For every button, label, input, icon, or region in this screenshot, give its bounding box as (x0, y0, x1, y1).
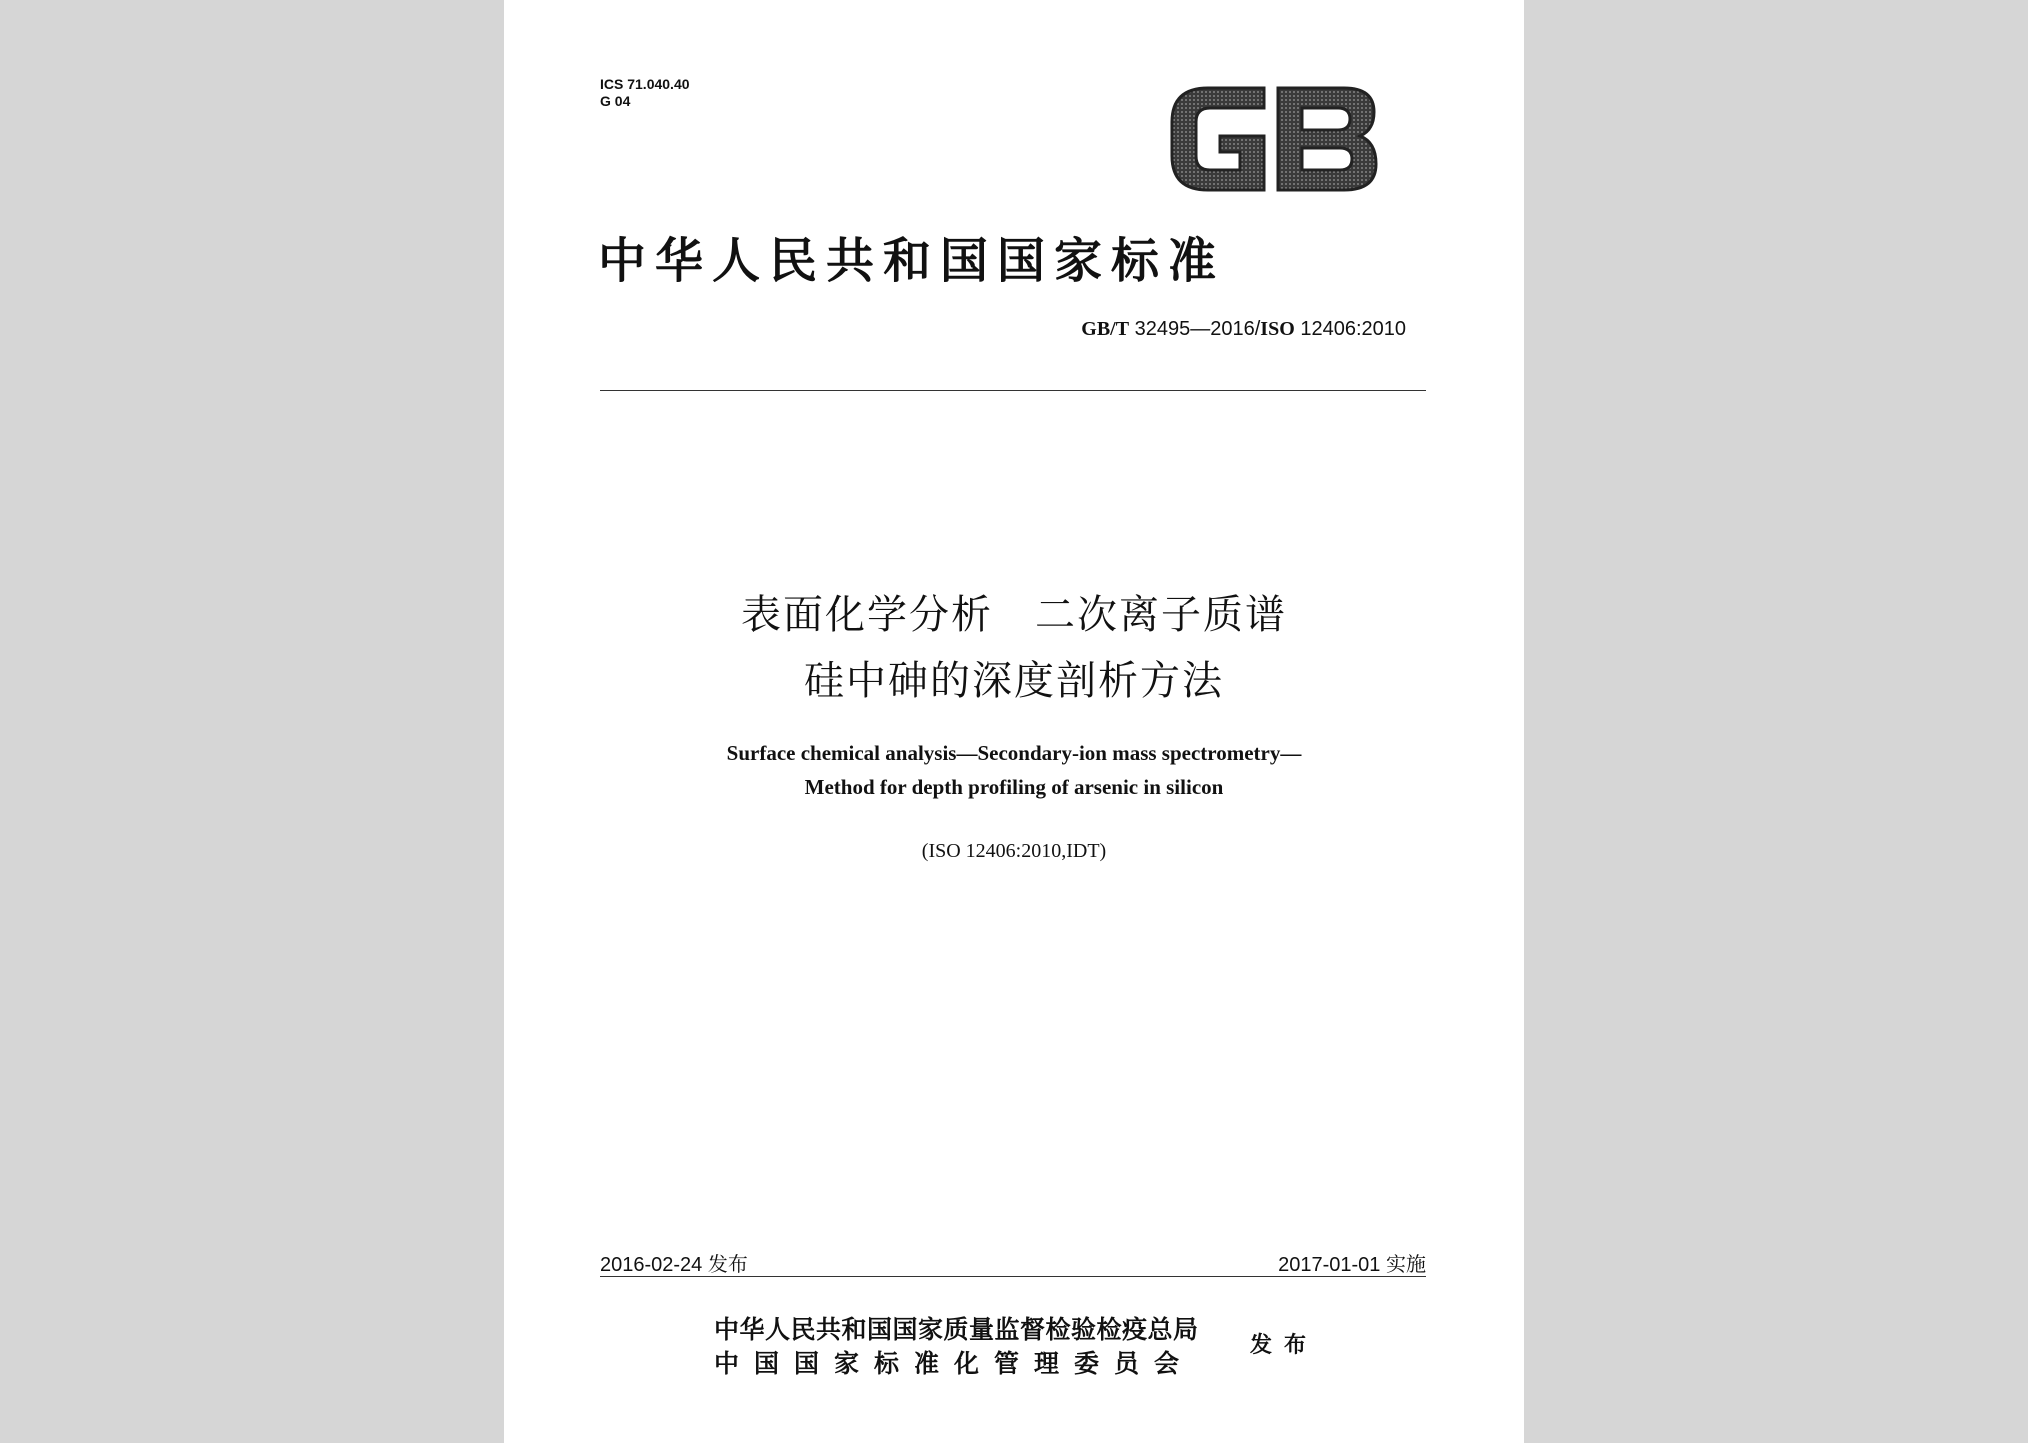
logo-text: GB (1168, 86, 1170, 87)
english-title (504, 736, 1524, 804)
ics-code: ICS 71.040.40 (600, 76, 690, 92)
chinese-title-line-1: 表面化学分析 二次离子质谱 (741, 592, 1287, 638)
header-divider (600, 390, 1426, 391)
footer-divider (600, 1276, 1426, 1277)
cover-page (504, 0, 1524, 1443)
iso-prefix: ISO (1260, 318, 1295, 340)
gb-logo (1168, 86, 1380, 192)
english-title-line-2: Method for depth profiling of arsenic in silicon (804, 775, 1224, 799)
implementation-date: 2017-01-01 实施 (1278, 1254, 1426, 1276)
issue-date: 2016-02-24 发布 (600, 1254, 748, 1276)
standard-prefix: GB/T (1081, 318, 1130, 340)
chinese-title (504, 582, 1524, 714)
national-standard-title: 中华人民共和国国家标准 (598, 233, 1226, 289)
english-title-line-1: Surface chemical analysis—Secondary-ion mass spectrometry— (726, 741, 1302, 765)
iso-number: 12406:2010 (1294, 318, 1406, 340)
classification-codes (600, 76, 690, 110)
standard-number (1081, 318, 1406, 341)
publish-label: 发布 (1250, 1332, 1319, 1358)
ccs-code: G 04 (600, 93, 631, 109)
adoption-note: (ISO 12406:2010,IDT) (921, 840, 1107, 862)
issuer-sac: 中国国家标准化管理委员会 (714, 1349, 1195, 1378)
issuer-aqsiq: 中华人民共和国国家质量监督检验检疫总局 (714, 1315, 1199, 1344)
chinese-title-line-2: 硅中砷的深度剖析方法 (804, 658, 1224, 704)
standard-main-number: 32495—2016/ (1129, 318, 1261, 340)
